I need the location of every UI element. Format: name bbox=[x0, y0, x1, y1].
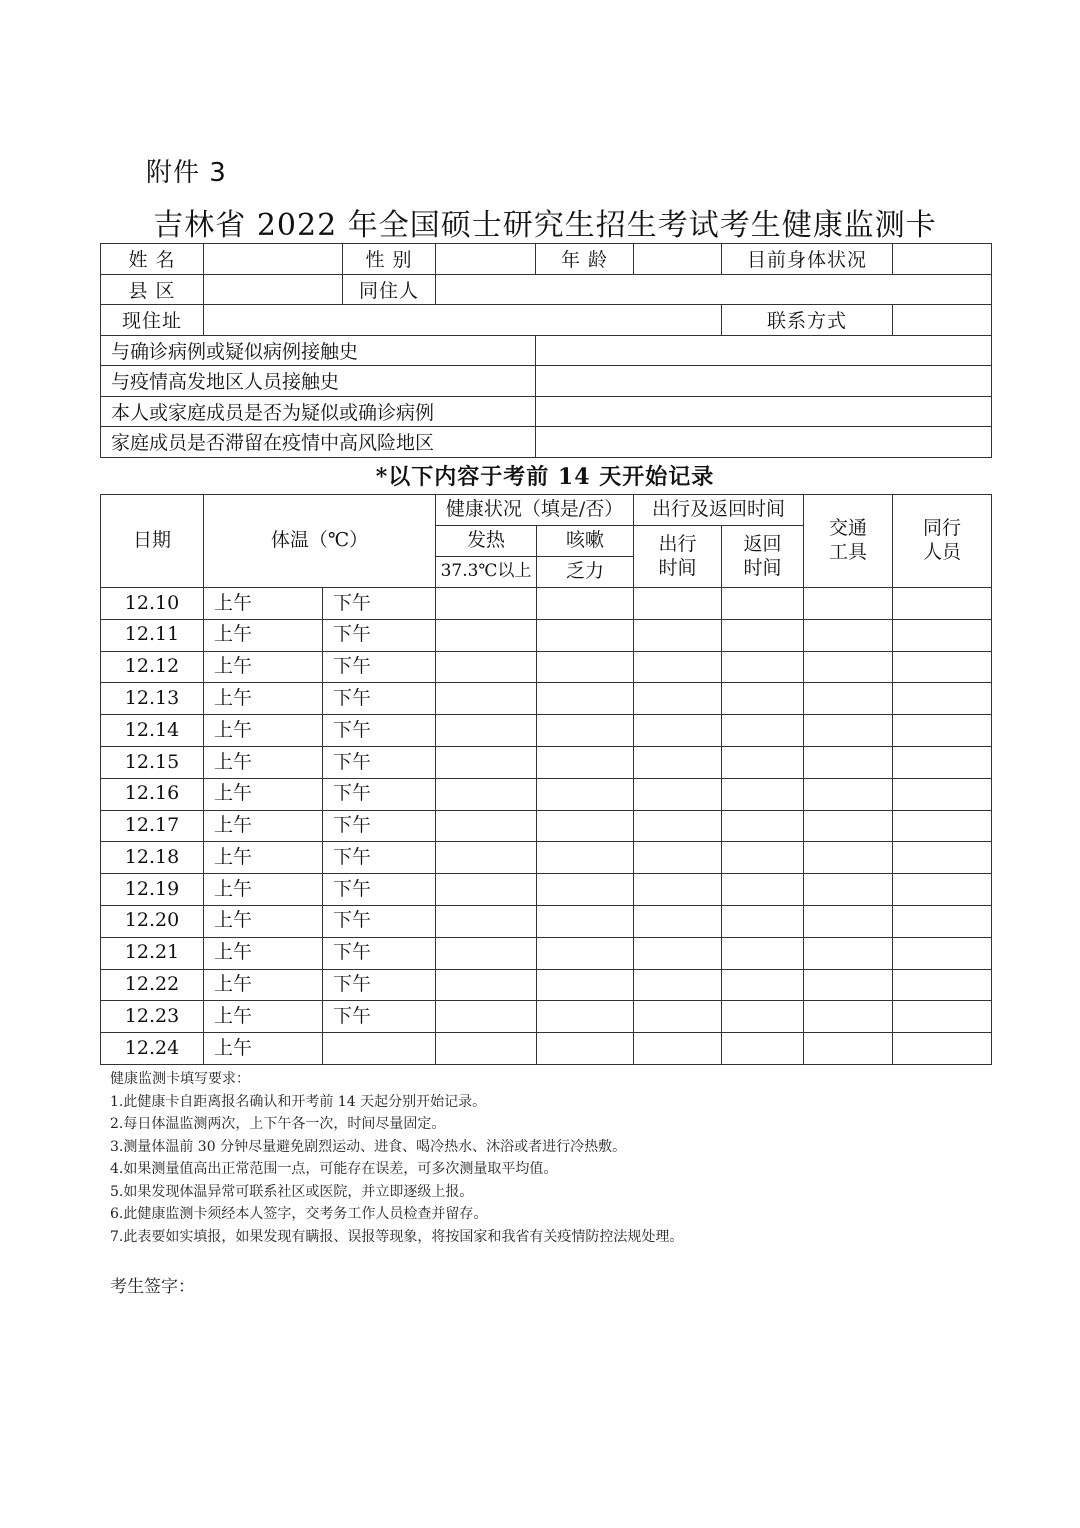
companion-cell[interactable] bbox=[893, 937, 992, 969]
gender-label: 性 别 bbox=[343, 244, 436, 275]
pm-temperature[interactable]: 下午 bbox=[323, 810, 436, 842]
family-stranded-label: 家庭成员是否滞留在疫情中高风险地区 bbox=[101, 427, 536, 458]
departure-time-cell[interactable] bbox=[634, 905, 722, 937]
log-date: 12.19 bbox=[101, 874, 204, 906]
cough-cell[interactable] bbox=[537, 905, 634, 937]
fever-cell[interactable] bbox=[436, 1001, 537, 1033]
case-status-field[interactable] bbox=[536, 396, 992, 427]
transport-cell[interactable] bbox=[804, 874, 893, 906]
name-label: 姓 名 bbox=[101, 244, 204, 275]
age-field[interactable] bbox=[634, 244, 722, 275]
log-date: 12.17 bbox=[101, 810, 204, 842]
address-label: 现住址 bbox=[101, 305, 204, 336]
transport-cell[interactable] bbox=[804, 1033, 893, 1065]
pm-temperature[interactable]: 下午 bbox=[323, 937, 436, 969]
log-date: 12.12 bbox=[101, 651, 204, 683]
instruction-item: 3.测量体温前 30 分钟尽量避免剧烈运动、进食、喝冷热水、沐浴或者进行冷热敷。 bbox=[110, 1138, 627, 1155]
cough-cell[interactable] bbox=[537, 715, 634, 747]
log-date: 12.18 bbox=[101, 842, 204, 874]
cough-cell[interactable] bbox=[537, 683, 634, 715]
departure-time-header: 出行 时间 bbox=[634, 526, 722, 588]
log-row bbox=[101, 619, 992, 651]
departure-time-cell[interactable] bbox=[634, 778, 722, 810]
log-date: 12.15 bbox=[101, 746, 204, 778]
companion-cell[interactable] bbox=[893, 715, 992, 747]
filling-instructions bbox=[110, 1068, 683, 1248]
fever-cell[interactable] bbox=[436, 588, 537, 620]
pm-temperature[interactable]: 下午 bbox=[323, 874, 436, 906]
fever-cell[interactable] bbox=[436, 683, 537, 715]
fever-threshold-header: 37.3℃以上 bbox=[436, 557, 537, 588]
departure-time-cell[interactable] bbox=[634, 683, 722, 715]
log-row bbox=[101, 810, 992, 842]
transport-header: 交通 工具 bbox=[804, 495, 893, 588]
health-status-header: 健康状况（填是/否） bbox=[436, 495, 634, 526]
signature-label: 考生签字： bbox=[110, 1277, 195, 1297]
transport-cell[interactable] bbox=[804, 588, 893, 620]
log-row bbox=[101, 651, 992, 683]
transport-cell[interactable] bbox=[804, 842, 893, 874]
departure-time-cell[interactable] bbox=[634, 1033, 722, 1065]
fever-cell[interactable] bbox=[436, 651, 537, 683]
log-row bbox=[101, 842, 992, 874]
health-status-field[interactable] bbox=[893, 244, 992, 275]
travel-header: 出行及返回时间 bbox=[634, 495, 804, 526]
log-date: 12.10 bbox=[101, 588, 204, 620]
county-field[interactable] bbox=[204, 274, 343, 305]
transport-cell[interactable] bbox=[804, 746, 893, 778]
am-temperature[interactable]: 上午 bbox=[204, 746, 323, 778]
pm-temperature[interactable]: 下午 bbox=[323, 778, 436, 810]
cough-cell[interactable] bbox=[537, 1001, 634, 1033]
cough-cell[interactable] bbox=[537, 937, 634, 969]
cough-cell[interactable] bbox=[537, 619, 634, 651]
transport-cell[interactable] bbox=[804, 778, 893, 810]
cohabitant-field[interactable] bbox=[436, 274, 992, 305]
return-time-cell[interactable] bbox=[722, 969, 804, 1001]
cough-cell[interactable] bbox=[537, 874, 634, 906]
name-field[interactable] bbox=[204, 244, 343, 275]
am-temperature[interactable]: 上午 bbox=[204, 874, 323, 906]
am-temperature[interactable]: 上午 bbox=[204, 588, 323, 620]
log-row bbox=[101, 937, 992, 969]
return-time-header: 返回 时间 bbox=[722, 526, 804, 588]
address-field[interactable] bbox=[204, 305, 722, 336]
county-label: 县 区 bbox=[101, 274, 204, 305]
transport-cell[interactable] bbox=[804, 937, 893, 969]
cough-cell[interactable] bbox=[537, 1033, 634, 1065]
pm-temperature[interactable]: 下午 bbox=[323, 842, 436, 874]
record-notice: *以下内容于考前 14 天开始记录 bbox=[375, 464, 715, 490]
am-temperature[interactable]: 上午 bbox=[204, 1033, 323, 1065]
log-date: 12.23 bbox=[101, 1001, 204, 1033]
return-time-cell[interactable] bbox=[722, 937, 804, 969]
pm-temperature[interactable]: 下午 bbox=[323, 588, 436, 620]
am-temperature[interactable]: 上午 bbox=[204, 937, 323, 969]
am-temperature[interactable]: 上午 bbox=[204, 905, 323, 937]
companion-cell[interactable] bbox=[893, 778, 992, 810]
log-row bbox=[101, 1001, 992, 1033]
log-date: 12.11 bbox=[101, 619, 204, 651]
fever-cell[interactable] bbox=[436, 874, 537, 906]
log-row bbox=[101, 1033, 992, 1065]
personal-info-table bbox=[100, 243, 992, 458]
cough-cell[interactable] bbox=[537, 746, 634, 778]
return-time-cell[interactable] bbox=[722, 619, 804, 651]
log-date: 12.13 bbox=[101, 683, 204, 715]
am-temperature[interactable]: 上午 bbox=[204, 810, 323, 842]
departure-time-cell[interactable] bbox=[634, 969, 722, 1001]
temperature-header: 体温（℃） bbox=[204, 495, 436, 588]
am-temperature[interactable]: 上午 bbox=[204, 715, 323, 747]
companion-cell[interactable] bbox=[893, 651, 992, 683]
log-row bbox=[101, 746, 992, 778]
log-row bbox=[101, 905, 992, 937]
fever-cell[interactable] bbox=[436, 778, 537, 810]
am-temperature[interactable]: 上午 bbox=[204, 969, 323, 1001]
fever-cell[interactable] bbox=[436, 746, 537, 778]
companion-cell[interactable] bbox=[893, 619, 992, 651]
cough-cell[interactable] bbox=[537, 842, 634, 874]
transport-cell[interactable] bbox=[804, 715, 893, 747]
return-time-cell[interactable] bbox=[722, 874, 804, 906]
fever-cell[interactable] bbox=[436, 810, 537, 842]
cohabitant-label: 同住人 bbox=[343, 274, 436, 305]
companion-cell[interactable] bbox=[893, 1033, 992, 1065]
instruction-item: 6.此健康监测卡须经本人签字，交考务工作人员检查并留存。 bbox=[110, 1206, 488, 1222]
am-temperature[interactable]: 上午 bbox=[204, 842, 323, 874]
pm-temperature bbox=[323, 1033, 436, 1065]
log-date: 12.20 bbox=[101, 905, 204, 937]
daily-log-table bbox=[100, 494, 992, 1065]
departure-time-cell[interactable] bbox=[634, 651, 722, 683]
log-row bbox=[101, 588, 992, 620]
companion-cell[interactable] bbox=[893, 1001, 992, 1033]
log-row bbox=[101, 715, 992, 747]
pm-temperature[interactable]: 下午 bbox=[323, 683, 436, 715]
contact-history-label: 与确诊病例或疑似病例接触史 bbox=[101, 335, 536, 366]
companion-cell[interactable] bbox=[893, 746, 992, 778]
high-risk-contact-label: 与疫情高发地区人员接触史 bbox=[101, 366, 536, 397]
return-time-cell[interactable] bbox=[722, 905, 804, 937]
departure-time-cell[interactable] bbox=[634, 619, 722, 651]
departure-time-cell[interactable] bbox=[634, 842, 722, 874]
return-time-cell[interactable] bbox=[722, 778, 804, 810]
companion-cell[interactable] bbox=[893, 842, 992, 874]
fever-cell[interactable] bbox=[436, 969, 537, 1001]
cough-header: 咳嗽 bbox=[537, 526, 634, 557]
companion-cell[interactable] bbox=[893, 588, 992, 620]
pm-temperature[interactable]: 下午 bbox=[323, 969, 436, 1001]
return-time-cell[interactable] bbox=[722, 1001, 804, 1033]
instruction-item: 1.此健康卡自距离报名确认和开考前 14 天起分别开始记录。 bbox=[110, 1093, 487, 1110]
am-temperature[interactable]: 上午 bbox=[204, 651, 323, 683]
fever-cell[interactable] bbox=[436, 715, 537, 747]
transport-cell[interactable] bbox=[804, 1001, 893, 1033]
contact-field[interactable] bbox=[893, 305, 992, 336]
am-temperature[interactable]: 上午 bbox=[204, 683, 323, 715]
return-time-cell[interactable] bbox=[722, 746, 804, 778]
transport-cell[interactable] bbox=[804, 810, 893, 842]
departure-time-cell[interactable] bbox=[634, 874, 722, 906]
departure-time-cell[interactable] bbox=[634, 715, 722, 747]
pm-temperature[interactable]: 下午 bbox=[323, 715, 436, 747]
return-time-cell[interactable] bbox=[722, 810, 804, 842]
departure-time-cell[interactable] bbox=[634, 1001, 722, 1033]
date-header: 日期 bbox=[101, 495, 204, 588]
companion-cell[interactable] bbox=[893, 969, 992, 1001]
fever-header: 发热 bbox=[436, 526, 537, 557]
pm-temperature[interactable]: 下午 bbox=[323, 1001, 436, 1033]
instructions-heading: 健康监测卡填写要求： bbox=[110, 1071, 250, 1087]
fatigue-header: 乏力 bbox=[537, 557, 634, 588]
log-date: 12.22 bbox=[101, 969, 204, 1001]
cough-cell[interactable] bbox=[537, 588, 634, 620]
contact-history-field[interactable] bbox=[536, 335, 992, 366]
pm-temperature[interactable]: 下午 bbox=[323, 651, 436, 683]
age-label: 年 龄 bbox=[536, 244, 634, 275]
log-row bbox=[101, 969, 992, 1001]
log-date: 12.16 bbox=[101, 778, 204, 810]
contact-label: 联系方式 bbox=[722, 305, 893, 336]
fever-cell[interactable] bbox=[436, 905, 537, 937]
pm-temperature[interactable]: 下午 bbox=[323, 746, 436, 778]
am-temperature[interactable]: 上午 bbox=[204, 778, 323, 810]
log-date: 12.24 bbox=[101, 1033, 204, 1065]
fever-cell[interactable] bbox=[436, 842, 537, 874]
cough-cell[interactable] bbox=[537, 651, 634, 683]
companion-cell[interactable] bbox=[893, 810, 992, 842]
cough-cell[interactable] bbox=[537, 969, 634, 1001]
high-risk-contact-field[interactable] bbox=[536, 366, 992, 397]
fever-cell[interactable] bbox=[436, 1033, 537, 1065]
companion-cell[interactable] bbox=[893, 905, 992, 937]
return-time-cell[interactable] bbox=[722, 715, 804, 747]
return-time-cell[interactable] bbox=[722, 842, 804, 874]
log-row bbox=[101, 778, 992, 810]
departure-time-cell[interactable] bbox=[634, 937, 722, 969]
log-row bbox=[101, 683, 992, 715]
log-date: 12.14 bbox=[101, 715, 204, 747]
return-time-cell[interactable] bbox=[722, 651, 804, 683]
gender-field[interactable] bbox=[436, 244, 536, 275]
transport-cell[interactable] bbox=[804, 905, 893, 937]
transport-cell[interactable] bbox=[804, 619, 893, 651]
companion-cell[interactable] bbox=[893, 683, 992, 715]
instruction-item: 5.如果发现体温异常可联系社区或医院，并立即逐级上报。 bbox=[110, 1183, 474, 1200]
cough-cell[interactable] bbox=[537, 810, 634, 842]
family-stranded-field[interactable] bbox=[536, 427, 992, 458]
fever-cell[interactable] bbox=[436, 937, 537, 969]
log-row bbox=[101, 874, 992, 906]
pm-temperature[interactable]: 下午 bbox=[323, 905, 436, 937]
return-time-cell[interactable] bbox=[722, 683, 804, 715]
am-temperature[interactable]: 上午 bbox=[204, 619, 323, 651]
transport-cell[interactable] bbox=[804, 683, 893, 715]
departure-time-cell[interactable] bbox=[634, 588, 722, 620]
departure-time-cell[interactable] bbox=[634, 810, 722, 842]
companion-header: 同行 人员 bbox=[893, 495, 992, 588]
companion-cell[interactable] bbox=[893, 874, 992, 906]
instruction-item: 2.每日体温监测两次，上下午各一次，时间尽量固定。 bbox=[110, 1116, 446, 1132]
return-time-cell[interactable] bbox=[722, 588, 804, 620]
page-title: 吉林省 2022 年全国硕士研究生招生考试考生健康监测卡 bbox=[153, 208, 937, 243]
transport-cell[interactable] bbox=[804, 969, 893, 1001]
log-date: 12.21 bbox=[101, 937, 204, 969]
health-status-label: 目前身体状况 bbox=[722, 244, 893, 275]
case-status-label: 本人或家庭成员是否为疑似或确诊病例 bbox=[101, 396, 536, 427]
cough-cell[interactable] bbox=[537, 778, 634, 810]
return-time-cell[interactable] bbox=[722, 1033, 804, 1065]
pm-temperature[interactable]: 下午 bbox=[323, 619, 436, 651]
transport-cell[interactable] bbox=[804, 651, 893, 683]
instruction-item: 4.如果测量值高出正常范围一点，可能存在误差，可多次测量取平均值。 bbox=[110, 1161, 558, 1177]
attachment-label: 附件 3 bbox=[146, 158, 227, 188]
fever-cell[interactable] bbox=[436, 619, 537, 651]
departure-time-cell[interactable] bbox=[634, 746, 722, 778]
instruction-item: 7.此表要如实填报，如果发现有瞒报、误报等现象，将按国家和我省有关疫情防控法规处理。 bbox=[110, 1228, 684, 1245]
am-temperature[interactable]: 上午 bbox=[204, 1001, 323, 1033]
